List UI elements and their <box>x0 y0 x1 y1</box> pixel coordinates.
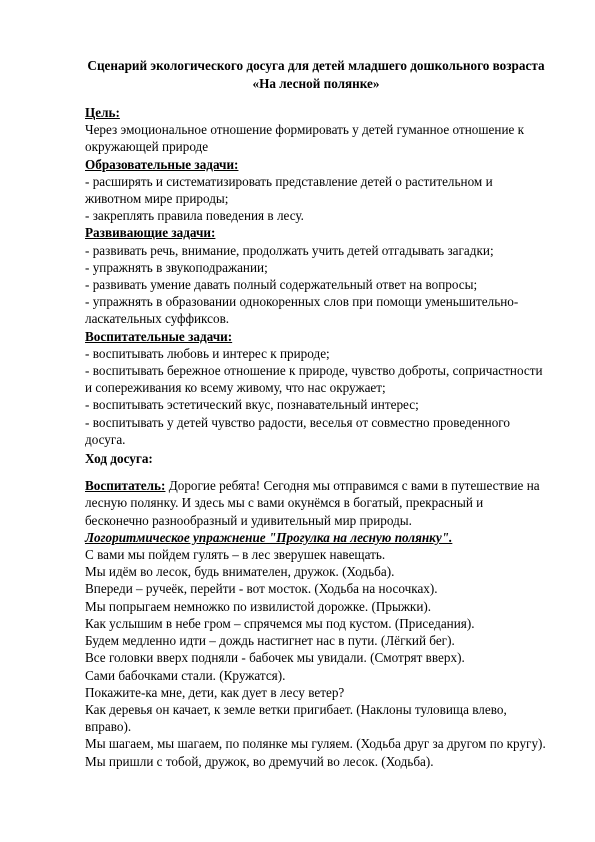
exercise-line: Все головки вверх подняли - бабочек мы увидали. (Смотрят вверх). <box>85 650 465 666</box>
goal-text: Через эмоциональное отношение формировать у детей гуманное отношение к окружающей природе <box>85 122 525 155</box>
exercise-line: Покажите-ка мне, дети, как дует в лесу ветер? <box>85 684 345 700</box>
list-item: - упражнять в образовании однокоренных слов при помощи уменьшительно-ласкательных суффиксов. <box>85 294 519 327</box>
exercise-line: С вами мы пойдем гулять – в лес зверушек навещать. <box>85 547 386 563</box>
exercise-line: Будем медленно идти – дождь настигнет нас в пути. (Лёгкий бег). <box>85 633 455 649</box>
exercise-line: Мы идём во лесок, будь внимателен, дружок. (Ходьба). <box>85 564 395 580</box>
exercise-line: Впереди – ручеёк, перейти - вот мосток. (Ходьба на носочках). <box>85 581 438 597</box>
list-item: - воспитывать у детей чувство радости, веселья от совместно проведенного досуга. <box>85 414 510 447</box>
document-title: Сценарий экологического досуга для детей младшего дошкольного возраста «На лесной полянке» <box>87 58 545 91</box>
list-item: - развивать умение давать полный содержательный ответ на вопросы; <box>85 277 478 293</box>
exercise-line: Сами бабочками стали. (Кружатся). <box>85 667 286 683</box>
list-item: - расширять и систематизировать представление детей о растительном и животном мире природы; <box>85 173 493 207</box>
goal-heading: Цель: <box>85 105 120 120</box>
exercise-line: Как деревья он качает, к земле ветки пригибает. (Наклоны туловища влево, вправо). <box>85 701 507 735</box>
speaker-label: Воспитатель: <box>85 478 166 494</box>
educational-heading: Образовательные задачи: <box>85 156 239 172</box>
exercise-line: Мы шагаем, мы шагаем, по полянке мы гуляем. (Ходьба друг за другом по кругу). <box>85 736 546 752</box>
exercise-line: Мы попрыгаем немножко по извилистой дорожке. (Прыжки). <box>85 598 432 614</box>
list-item: - воспитывать любовь и интерес к природе; <box>85 345 330 361</box>
document-page <box>85 57 547 770</box>
list-item: - закреплять правила поведения в лесу. <box>85 208 304 224</box>
exercise-heading: Логоритмическое упражнение "Прогулка на лесную полянку". <box>85 529 453 545</box>
list-item: - упражнять в звукоподражании; <box>85 259 268 275</box>
list-item: - развивать речь, внимание, продолжать учить детей отгадывать загадки; <box>85 242 494 258</box>
course-heading: Ход досуга: <box>85 451 153 467</box>
list-item: - воспитывать бережное отношение к природе, чувство доброты, сопричастности и сопереживания ко всему живому, что нас окружает; <box>85 363 543 396</box>
list-item: - воспитывать эстетический вкус, познавательный интерес; <box>85 397 419 413</box>
intro-text: Дорогие ребята! Сегодня мы отправимся с вами в путешествие на лесную полянку. И здесь мы с вами окунёмся в богатый, прекрасный и бесконечно разнообразный и удивительный мир природы. <box>85 478 540 528</box>
intro-paragraph <box>85 477 547 529</box>
developmental-heading: Развивающие задачи: <box>85 225 216 241</box>
exercise-line: Как услышим в небе гром – спрячемся мы под кустом. (Приседания). <box>85 615 475 631</box>
exercise-line: Мы пришли с тобой, дружок, во дремучий во лесок. (Ходьба). <box>85 753 434 769</box>
upbringing-heading: Воспитательные задачи: <box>85 328 233 344</box>
spacer <box>85 467 547 477</box>
